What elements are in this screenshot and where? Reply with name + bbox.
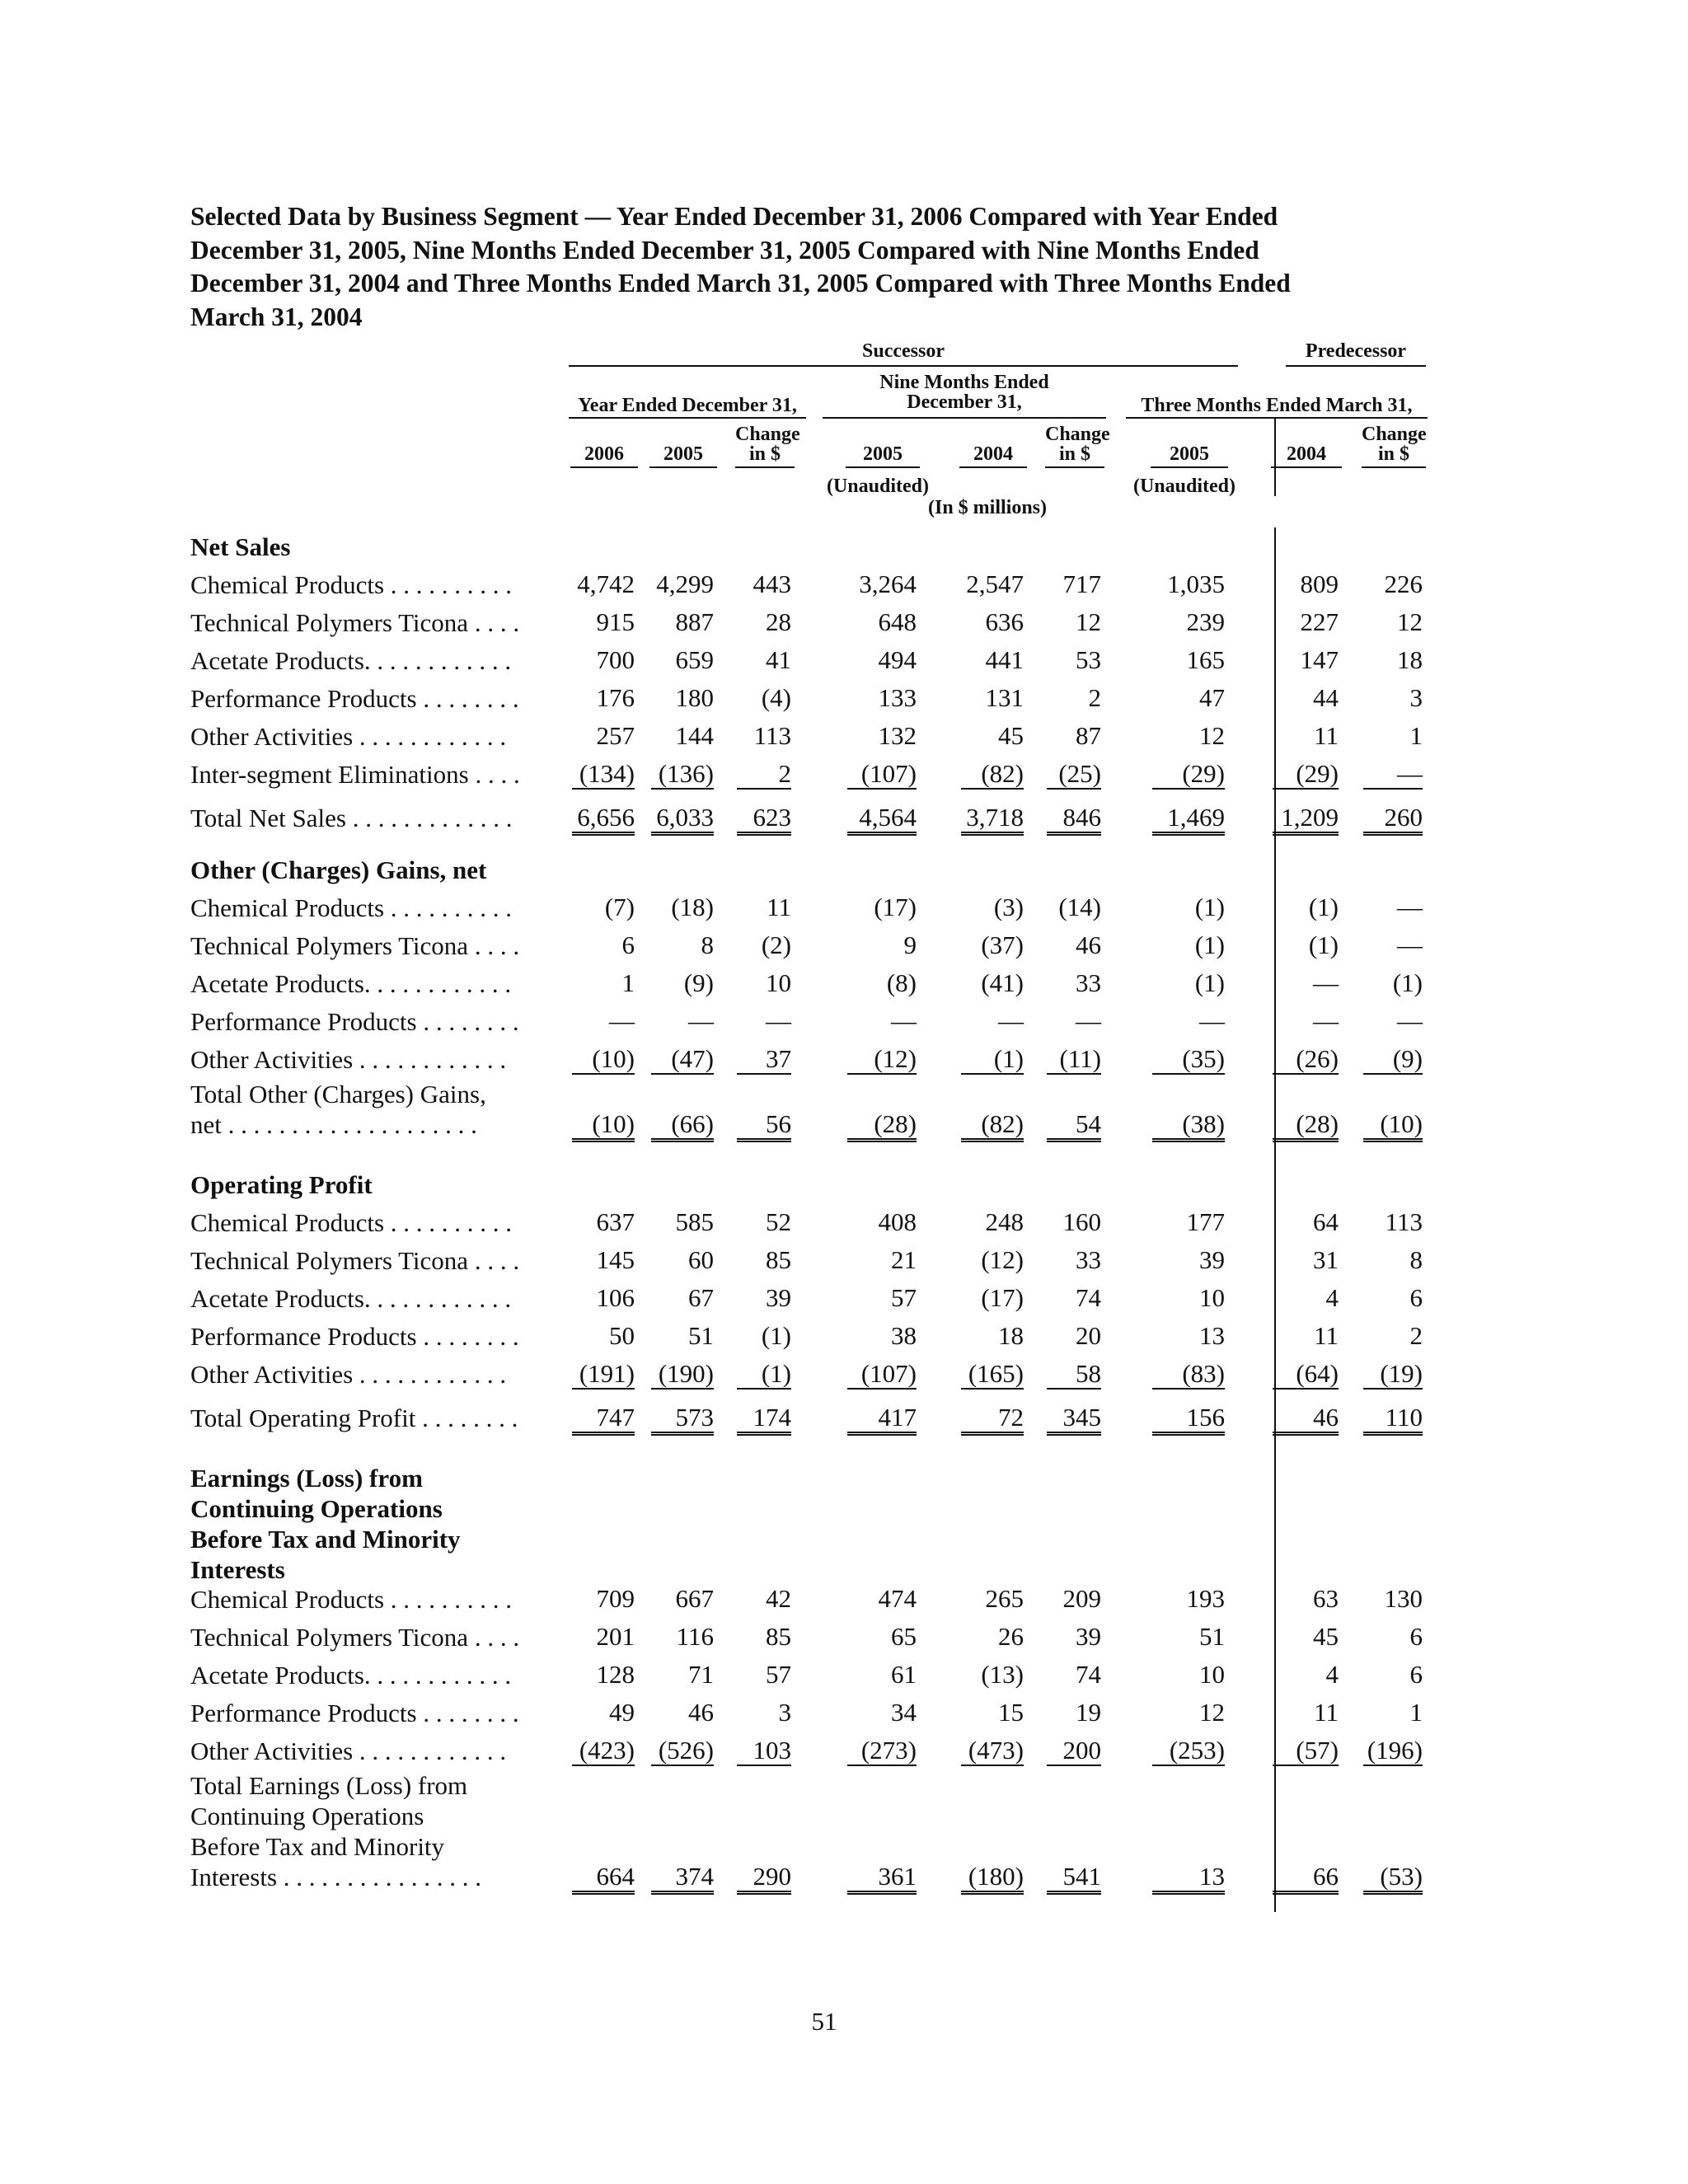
table-cell: 31 — [1313, 1245, 1339, 1274]
table-cell: 54 — [1047, 1110, 1101, 1142]
table-cell: 64 — [1313, 1207, 1339, 1236]
table-cell: 4,742 — [577, 569, 635, 598]
page-number: 51 — [811, 2007, 837, 2036]
table-cell: 13 — [1199, 1321, 1225, 1350]
table-cell: 541 — [1047, 1863, 1101, 1895]
table-cell: 47 — [1199, 683, 1225, 712]
row-label: Other Activities . . . . . . . . . . . . — [190, 722, 507, 751]
table-cell: — — [891, 1006, 917, 1035]
table-cell: (17) — [981, 1283, 1024, 1312]
table-cell: 667 — [675, 1584, 714, 1613]
table-cell: (9) — [1363, 1045, 1423, 1075]
table-cell: (37) — [981, 930, 1024, 959]
predecessor-divider-top — [1274, 417, 1276, 496]
table-cell: — — [1313, 1006, 1339, 1035]
table-cell: 6,656 — [572, 804, 635, 836]
table-cell: (12) — [847, 1045, 917, 1075]
table-cell: 623 — [737, 804, 791, 836]
row-label: Chemical Products . . . . . . . . . . — [190, 1585, 513, 1614]
table-cell: (12) — [981, 1245, 1024, 1274]
table-cell: 58 — [1047, 1360, 1101, 1390]
table-cell: 3 — [1409, 683, 1423, 712]
table-cell: 49 — [609, 1698, 635, 1727]
table-cell: 3,718 — [961, 804, 1024, 836]
column-header-rule — [1045, 466, 1104, 468]
table-cell: (190) — [651, 1360, 714, 1390]
table-cell: 915 — [596, 607, 635, 636]
table-cell: 8 — [701, 930, 714, 959]
column-header: Change in $ — [735, 424, 800, 465]
table-cell: (10) — [1363, 1110, 1423, 1142]
table-cell: 42 — [766, 1584, 791, 1613]
table-cell: 11 — [1314, 1698, 1339, 1727]
table-cell: 131 — [985, 683, 1024, 712]
column-header: 2004 — [1287, 443, 1326, 465]
column-header: 2005 — [863, 443, 903, 465]
table-cell: (107) — [847, 1360, 917, 1390]
table-cell: 200 — [1047, 1736, 1101, 1766]
table-cell: 113 — [753, 721, 791, 750]
table-cell: (41) — [981, 968, 1024, 997]
table-cell: (423) — [572, 1736, 635, 1766]
table-cell: 441 — [985, 645, 1024, 674]
table-cell: 573 — [651, 1404, 714, 1436]
table-cell: 74 — [1076, 1283, 1101, 1312]
column-header: 2006 — [584, 443, 624, 465]
table-cell: — — [1076, 1006, 1101, 1035]
table-cell: (82) — [961, 1110, 1024, 1142]
table-cell: (526) — [651, 1736, 714, 1766]
column-header-rule — [649, 466, 717, 468]
table-cell: (107) — [847, 760, 917, 790]
table-cell: 809 — [1300, 569, 1339, 598]
table-cell: 71 — [688, 1660, 714, 1689]
column-header-rule — [1362, 466, 1426, 468]
table-cell: 87 — [1076, 721, 1101, 750]
table-cell: — — [998, 1006, 1024, 1035]
table-cell: 648 — [878, 607, 917, 636]
table-cell: (19) — [1363, 1360, 1423, 1390]
table-cell: — — [766, 1006, 791, 1035]
table-cell: 11 — [1314, 721, 1339, 750]
row-label: Chemical Products . . . . . . . . . . — [190, 570, 513, 599]
table-cell: (8) — [886, 968, 917, 997]
table-cell: 165 — [1186, 645, 1225, 674]
table-cell: 44 — [1313, 683, 1339, 712]
table-cell: 4,564 — [847, 804, 917, 836]
table-cell: 144 — [675, 721, 714, 750]
table-cell: 6 — [1409, 1283, 1423, 1312]
table-cell: 67 — [688, 1283, 714, 1312]
table-cell: 2 — [737, 760, 791, 790]
table-cell: 209 — [1062, 1584, 1101, 1613]
table-cell: 700 — [596, 645, 635, 674]
table-cell: (10) — [572, 1045, 635, 1075]
table-cell: 45 — [998, 721, 1024, 750]
section-heading: Other (Charges) Gains, net — [190, 855, 487, 884]
row-label: Technical Polymers Ticona . . . . — [190, 608, 520, 637]
table-cell: 177 — [1186, 1207, 1225, 1236]
table-cell: 12 — [1199, 1698, 1225, 1727]
header-group-year: Year Ended December 31, — [578, 395, 797, 416]
column-header-rule — [1151, 466, 1228, 468]
header-predecessor-rule — [1286, 365, 1426, 367]
section-heading: Operating Profit — [190, 1170, 373, 1199]
table-cell: (57) — [1273, 1736, 1339, 1766]
row-label: Performance Products . . . . . . . . — [190, 684, 519, 713]
table-cell: (82) — [961, 760, 1024, 790]
unaudited-label-nine: (Unaudited) — [826, 476, 930, 497]
table-cell: 887 — [675, 607, 714, 636]
table-cell: (29) — [1152, 760, 1225, 790]
table-cell: (273) — [847, 1736, 917, 1766]
table-cell: 147 — [1300, 645, 1339, 674]
table-cell: 180 — [675, 683, 714, 712]
table-cell: 6 — [1409, 1660, 1423, 1689]
table-cell: 145 — [596, 1245, 635, 1274]
table-cell: 39 — [766, 1283, 791, 1312]
table-cell: 18 — [1397, 645, 1423, 674]
header-group-three-rule — [1126, 417, 1428, 419]
table-cell: 60 — [688, 1245, 714, 1274]
column-header: Change in $ — [1045, 424, 1110, 465]
table-cell: 37 — [737, 1045, 791, 1075]
table-cell: 239 — [1186, 607, 1225, 636]
table-cell: 41 — [766, 645, 791, 674]
table-cell: (1) — [1308, 893, 1339, 921]
unaudited-label-three: (Unaudited) — [1132, 476, 1236, 497]
table-cell: (253) — [1152, 1736, 1225, 1766]
table-cell: 1 — [1409, 1698, 1423, 1727]
table-cell: (28) — [1273, 1110, 1339, 1142]
table-cell: 201 — [596, 1622, 635, 1651]
header-group-nine-rule — [823, 417, 1106, 419]
table-cell: (66) — [651, 1110, 714, 1142]
table-cell: 747 — [572, 1404, 635, 1436]
table-cell: 57 — [766, 1660, 791, 1689]
table-cell: 709 — [596, 1584, 635, 1613]
table-cell: 636 — [985, 607, 1024, 636]
row-label: Acetate Products. . . . . . . . . . . . — [190, 1661, 512, 1690]
table-cell: 19 — [1076, 1698, 1101, 1727]
table-cell: 4 — [1325, 1660, 1339, 1689]
table-cell: (11) — [1047, 1045, 1101, 1075]
table-cell: 3 — [778, 1698, 791, 1727]
table-cell: (1) — [1194, 930, 1225, 959]
table-cell: 18 — [998, 1321, 1024, 1350]
table-cell: 113 — [1385, 1207, 1423, 1236]
table-cell: 130 — [1384, 1584, 1423, 1613]
table-cell: 72 — [961, 1404, 1024, 1436]
table-cell: 39 — [1199, 1245, 1225, 1274]
table-cell: 585 — [675, 1207, 714, 1236]
table-cell: 374 — [651, 1863, 714, 1895]
column-header: 2005 — [1170, 443, 1209, 465]
table-cell: 66 — [1273, 1863, 1339, 1895]
table-cell: 85 — [766, 1622, 791, 1651]
table-cell: 1 — [1409, 721, 1423, 750]
row-label: Inter-segment Eliminations . . . . — [190, 760, 520, 789]
table-cell: 56 — [737, 1110, 791, 1142]
table-cell: 659 — [675, 645, 714, 674]
row-label: Acetate Products. . . . . . . . . . . . — [190, 969, 512, 998]
table-cell: 176 — [596, 683, 635, 712]
total-row-label: Total Operating Profit . . . . . . . . — [190, 1404, 518, 1432]
table-cell: 4 — [1325, 1283, 1339, 1312]
table-cell: 33 — [1076, 968, 1101, 997]
table-cell: 116 — [676, 1622, 714, 1651]
table-cell: (14) — [1058, 893, 1101, 921]
row-label: Chemical Products . . . . . . . . . . — [190, 893, 513, 922]
section-heading: Net Sales — [190, 532, 291, 561]
table-cell: 1,469 — [1152, 804, 1225, 836]
table-cell: — — [1397, 893, 1423, 921]
row-label: Other Activities . . . . . . . . . . . . — [190, 1736, 507, 1765]
table-cell: 160 — [1062, 1207, 1101, 1236]
table-cell: (28) — [847, 1110, 917, 1142]
table-cell: 4,299 — [656, 569, 714, 598]
table-cell: 12 — [1199, 721, 1225, 750]
table-cell: (64) — [1273, 1360, 1339, 1390]
column-header-rule — [570, 466, 638, 468]
table-cell: (35) — [1152, 1045, 1225, 1075]
table-cell: (165) — [961, 1360, 1024, 1390]
table-cell: 61 — [891, 1660, 917, 1689]
table-cell: (38) — [1152, 1110, 1225, 1142]
table-cell: (191) — [572, 1360, 635, 1390]
table-cell: 494 — [878, 645, 917, 674]
table-cell: (13) — [981, 1660, 1024, 1689]
header-successor: Successor — [862, 340, 945, 362]
table-cell: (180) — [961, 1863, 1024, 1895]
table-cell: (1) — [737, 1360, 791, 1390]
table-cell: (4) — [761, 683, 791, 712]
table-cell: (1) — [961, 1045, 1024, 1075]
table-cell: — — [609, 1006, 635, 1035]
table-cell: 46 — [688, 1698, 714, 1727]
table-cell: 664 — [572, 1863, 635, 1895]
table-cell: 417 — [847, 1404, 917, 1436]
table-cell: 11 — [1314, 1321, 1339, 1350]
table-cell: 257 — [596, 721, 635, 750]
table-cell: (7) — [604, 893, 635, 921]
table-cell: (1) — [1308, 930, 1339, 959]
table-cell: 38 — [891, 1321, 917, 1350]
table-cell: 11 — [767, 893, 791, 921]
table-cell: 8 — [1409, 1245, 1423, 1274]
table-cell: 45 — [1313, 1622, 1339, 1651]
column-header-rule — [735, 466, 795, 468]
table-cell: 52 — [766, 1207, 791, 1236]
table-cell: 6 — [621, 930, 635, 959]
table-cell: 6,033 — [651, 804, 714, 836]
total-row-label: Total Other (Charges) Gains, net . . . . . . . . . . . . . . . . . . . . — [190, 1080, 486, 1139]
table-cell: 51 — [1199, 1622, 1225, 1651]
table-cell: 2 — [1088, 683, 1101, 712]
table-cell: 2 — [1409, 1321, 1423, 1350]
row-label: Acetate Products. . . . . . . . . . . . — [190, 646, 512, 675]
table-cell: 26 — [998, 1622, 1024, 1651]
table-cell: 2,547 — [966, 569, 1024, 598]
table-cell: 85 — [766, 1245, 791, 1274]
column-header-rule — [1271, 466, 1342, 468]
table-cell: 33 — [1076, 1245, 1101, 1274]
table-cell: — — [688, 1006, 714, 1035]
table-cell: 57 — [891, 1283, 917, 1312]
table-cell: (17) — [874, 893, 917, 921]
column-header: Change in $ — [1362, 424, 1427, 465]
table-cell: (25) — [1047, 760, 1101, 790]
table-cell: 3,264 — [859, 569, 917, 598]
table-cell: 74 — [1076, 1660, 1101, 1689]
column-header: 2005 — [663, 443, 703, 465]
table-cell: 156 — [1152, 1404, 1225, 1436]
table-cell: 717 — [1062, 569, 1101, 598]
header-group-year-rule — [569, 417, 806, 419]
table-cell: 1,035 — [1167, 569, 1225, 598]
table-cell: (26) — [1273, 1045, 1339, 1075]
table-cell: 132 — [878, 721, 917, 750]
table-cell: (83) — [1152, 1360, 1225, 1390]
table-cell: (2) — [761, 930, 791, 959]
table-cell: 193 — [1186, 1584, 1225, 1613]
table-cell: 65 — [891, 1622, 917, 1651]
table-cell: 10 — [1199, 1283, 1225, 1312]
table-cell: (10) — [572, 1110, 635, 1142]
table-cell: 12 — [1076, 607, 1101, 636]
row-label: Performance Products . . . . . . . . — [190, 1322, 519, 1351]
total-row-label: Total Net Sales . . . . . . . . . . . . . — [190, 804, 513, 832]
table-cell: 846 — [1047, 804, 1101, 836]
table-cell: 34 — [891, 1698, 917, 1727]
row-label: Chemical Products . . . . . . . . . . — [190, 1208, 513, 1237]
table-cell: 9 — [903, 930, 917, 959]
table-cell: — — [1397, 1006, 1423, 1035]
table-cell: (1) — [1194, 968, 1225, 997]
header-predecessor: Predecessor — [1305, 340, 1407, 362]
table-cell: — — [1363, 760, 1423, 790]
table-cell: 39 — [1076, 1622, 1101, 1651]
table-cell: 12 — [1397, 607, 1423, 636]
table-cell: (136) — [651, 760, 714, 790]
table-cell: 260 — [1363, 804, 1423, 836]
table-cell: 345 — [1047, 1404, 1101, 1436]
row-label: Performance Products . . . . . . . . — [190, 1007, 519, 1036]
table-cell: — — [1397, 930, 1423, 959]
table-cell: 50 — [609, 1321, 635, 1350]
table-cell: (29) — [1273, 760, 1339, 790]
row-label: Technical Polymers Ticona . . . . — [190, 1623, 520, 1652]
table-cell: 103 — [737, 1736, 791, 1766]
table-cell: 15 — [998, 1698, 1024, 1727]
row-label: Other Activities . . . . . . . . . . . . — [190, 1360, 507, 1389]
table-cell: 290 — [737, 1863, 791, 1895]
table-cell: 361 — [847, 1863, 917, 1895]
table-cell: 21 — [891, 1245, 917, 1274]
table-cell: 10 — [1199, 1660, 1225, 1689]
table-cell: 46 — [1076, 930, 1101, 959]
table-cell: 443 — [753, 569, 791, 598]
table-cell: 1,209 — [1273, 804, 1339, 836]
total-row-label: Total Earnings (Loss) from Continuing Operations Before Tax and Minority Interests . . . . . . . . . . . . . . . . — [190, 1771, 482, 1891]
table-cell: — — [1199, 1006, 1225, 1035]
table-cell: 128 — [596, 1660, 635, 1689]
table-cell: (196) — [1363, 1736, 1423, 1766]
header-group-nine: Nine Months Ended December 31, — [879, 372, 1049, 413]
table-cell: (9) — [683, 968, 714, 997]
column-header-rule — [846, 466, 920, 468]
table-cell: 227 — [1300, 607, 1339, 636]
table-cell: (18) — [671, 893, 714, 921]
table-cell: 474 — [878, 1584, 917, 1613]
table-cell: 6 — [1409, 1622, 1423, 1651]
table-cell: 10 — [766, 968, 791, 997]
table-cell: (47) — [651, 1045, 714, 1075]
row-label: Other Activities . . . . . . . . . . . . — [190, 1045, 507, 1074]
table-cell: 51 — [688, 1321, 714, 1350]
row-label: Acetate Products. . . . . . . . . . . . — [190, 1284, 512, 1313]
table-cell: 106 — [596, 1283, 635, 1312]
table-cell: 28 — [766, 607, 791, 636]
table-cell: 13 — [1152, 1863, 1225, 1895]
table-cell: — — [1313, 968, 1339, 997]
table-cell: 408 — [878, 1207, 917, 1236]
table-cell: 53 — [1076, 645, 1101, 674]
column-header-rule — [959, 466, 1027, 468]
table-cell: 637 — [596, 1207, 635, 1236]
page-title: Selected Data by Business Segment — Year Ended December 31, 2006 Compared with Year Ended December 31, 2005, Nine Months Ended December 31, 2005 Compared with Nine Months Ended December 31, 2004 and Three Months Ended March 31, 2005 Compared with Three Months Ended March 31, 2004 — [190, 202, 1291, 331]
table-cell: (53) — [1363, 1863, 1423, 1895]
header-successor-rule — [569, 365, 1238, 367]
table-cell: 174 — [737, 1404, 791, 1436]
table-cell: (134) — [572, 760, 635, 790]
row-label: Technical Polymers Ticona . . . . — [190, 931, 520, 960]
row-label: Performance Products . . . . . . . . — [190, 1699, 519, 1727]
table-cell: (1) — [761, 1321, 791, 1350]
table-cell: 248 — [985, 1207, 1024, 1236]
table-cell: 46 — [1273, 1404, 1339, 1436]
table-cell: 20 — [1076, 1321, 1101, 1350]
table-cell: (1) — [1392, 968, 1423, 997]
table-cell: (1) — [1194, 893, 1225, 921]
table-cell: 226 — [1384, 569, 1423, 598]
table-cell: 265 — [985, 1584, 1024, 1613]
column-header: 2004 — [973, 443, 1013, 465]
table-cell: (473) — [961, 1736, 1024, 1766]
header-group-three: Three Months Ended March 31, — [1141, 395, 1413, 416]
table-cell: 1 — [621, 968, 635, 997]
table-cell: (3) — [993, 893, 1024, 921]
units-label: (In $ millions) — [927, 497, 1048, 518]
table-cell: 133 — [878, 683, 917, 712]
section-heading: Earnings (Loss) from Continuing Operations Before Tax and Minority Interests — [190, 1464, 461, 1584]
table-cell: 63 — [1313, 1584, 1339, 1613]
row-label: Technical Polymers Ticona . . . . — [190, 1246, 520, 1275]
table-cell: 110 — [1363, 1404, 1423, 1436]
